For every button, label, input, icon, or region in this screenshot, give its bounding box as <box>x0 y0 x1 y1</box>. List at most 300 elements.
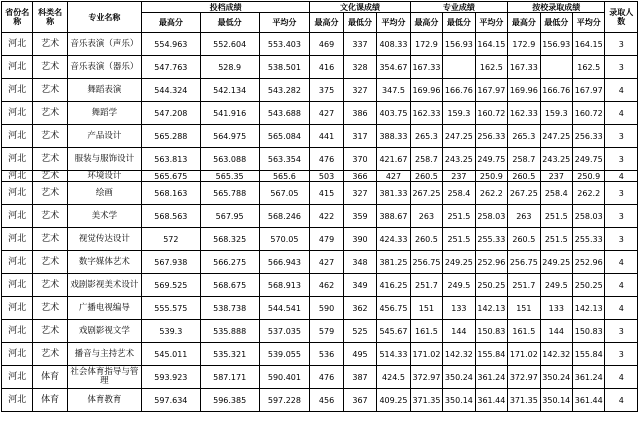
culture-highest-cell: 375 <box>310 79 343 102</box>
pro-highest-cell: 260.5 <box>410 228 442 251</box>
culture-lowest-cell: 362 <box>343 297 376 320</box>
major-cell: 环境设计 <box>67 171 141 182</box>
header-submit-lowest: 最低分 <box>200 13 259 33</box>
major-cell: 舞蹈表演 <box>67 79 141 102</box>
major-cell: 舞蹈学 <box>67 102 141 125</box>
submit-average-cell: 567.05 <box>259 182 310 205</box>
count-cell: 3 <box>605 56 638 79</box>
header-pro-lowest: 最低分 <box>443 13 475 33</box>
pro-lowest-cell: 247.25 <box>443 125 475 148</box>
count-cell: 3 <box>605 343 638 366</box>
admission-score-table <box>1 1 638 412</box>
major-cell: 戏剧影视美术设计 <box>67 274 141 297</box>
culture-lowest-cell: 386 <box>343 102 376 125</box>
admit-average-cell: 167.97 <box>573 79 605 102</box>
major-cell: 广播电视编导 <box>67 297 141 320</box>
major-cell: 戏剧影视文学 <box>67 320 141 343</box>
header-culture-average: 平均分 <box>377 13 410 33</box>
admit-highest-cell: 371.35 <box>508 389 540 412</box>
submit-lowest-cell: 596.385 <box>200 389 259 412</box>
admit-average-cell: 164.15 <box>573 33 605 56</box>
admit-lowest-cell: 144 <box>540 320 572 343</box>
table-row <box>2 297 638 320</box>
category-cell: 艺术 <box>33 320 67 343</box>
submit-average-cell: 566.943 <box>259 251 310 274</box>
admit-average-cell: 250.9 <box>573 171 605 182</box>
pro-average-cell: 142.13 <box>475 297 507 320</box>
culture-lowest-cell: 495 <box>343 343 376 366</box>
admit-average-cell: 252.96 <box>573 251 605 274</box>
pro-average-cell: 164.15 <box>475 33 507 56</box>
submit-highest-cell: 572 <box>141 228 200 251</box>
culture-highest-cell: 422 <box>310 205 343 228</box>
pro-average-cell: 262.2 <box>475 182 507 205</box>
pro-average-cell: 160.72 <box>475 102 507 125</box>
province-cell: 河北 <box>2 125 33 148</box>
pro-highest-cell: 171.02 <box>410 343 442 366</box>
province-cell: 河北 <box>2 148 33 171</box>
pro-highest-cell: 256.75 <box>410 251 442 274</box>
pro-highest-cell: 263 <box>410 205 442 228</box>
pro-highest-cell: 260.5 <box>410 171 442 182</box>
admit-lowest-cell: 258.4 <box>540 182 572 205</box>
submit-average-cell: 565.6 <box>259 171 310 182</box>
culture-lowest-cell: 328 <box>343 56 376 79</box>
submit-highest-cell: 593.923 <box>141 366 200 389</box>
province-cell: 河北 <box>2 171 33 182</box>
culture-highest-cell: 579 <box>310 320 343 343</box>
pro-lowest-cell: 249.25 <box>443 251 475 274</box>
admit-highest-cell: 265.3 <box>508 125 540 148</box>
submit-highest-cell: 545.011 <box>141 343 200 366</box>
pro-average-cell: 250.9 <box>475 171 507 182</box>
table-row <box>2 320 638 343</box>
admit-lowest-cell: 133 <box>540 297 572 320</box>
admit-lowest-cell <box>540 56 572 79</box>
submit-average-cell: 544.541 <box>259 297 310 320</box>
table-row <box>2 33 638 56</box>
culture-highest-cell: 427 <box>310 102 343 125</box>
header-pro-average: 平均分 <box>475 13 507 33</box>
submit-lowest-cell: 552.604 <box>200 33 259 56</box>
count-cell: 4 <box>605 79 638 102</box>
category-cell: 艺术 <box>33 182 67 205</box>
culture-average-cell: 388.67 <box>377 205 410 228</box>
submit-lowest-cell: 565.35 <box>200 171 259 182</box>
header-pro-highest: 最高分 <box>410 13 442 33</box>
province-cell: 河北 <box>2 274 33 297</box>
pro-lowest-cell: 258.4 <box>443 182 475 205</box>
admit-average-cell: 255.33 <box>573 228 605 251</box>
culture-average-cell: 421.67 <box>377 148 410 171</box>
submit-highest-cell: 565.675 <box>141 171 200 182</box>
pro-highest-cell: 167.33 <box>410 56 442 79</box>
culture-average-cell: 416.25 <box>377 274 410 297</box>
header-admit-average: 平均分 <box>573 13 605 33</box>
pro-lowest-cell: 251.5 <box>443 205 475 228</box>
header-major: 专业名称 <box>67 2 141 33</box>
pro-lowest-cell <box>443 56 475 79</box>
pro-highest-cell: 372.97 <box>410 366 442 389</box>
table-row <box>2 56 638 79</box>
submit-lowest-cell: 565.788 <box>200 182 259 205</box>
submit-average-cell: 543.282 <box>259 79 310 102</box>
header-admit-highest: 最高分 <box>508 13 540 33</box>
culture-lowest-cell: 387 <box>343 366 376 389</box>
submit-highest-cell: 555.575 <box>141 297 200 320</box>
culture-lowest-cell: 367 <box>343 389 376 412</box>
submit-lowest-cell: 568.675 <box>200 274 259 297</box>
culture-average-cell: 381.25 <box>377 251 410 274</box>
admit-highest-cell: 169.96 <box>508 79 540 102</box>
category-cell: 艺术 <box>33 228 67 251</box>
count-cell: 3 <box>605 205 638 228</box>
category-cell: 艺术 <box>33 251 67 274</box>
count-cell: 3 <box>605 125 638 148</box>
count-cell: 4 <box>605 366 638 389</box>
pro-highest-cell: 371.35 <box>410 389 442 412</box>
pro-average-cell: 258.03 <box>475 205 507 228</box>
submit-highest-cell: 568.163 <box>141 182 200 205</box>
province-cell: 河北 <box>2 343 33 366</box>
culture-lowest-cell: 317 <box>343 125 376 148</box>
submit-lowest-cell: 566.275 <box>200 251 259 274</box>
culture-lowest-cell: 327 <box>343 182 376 205</box>
major-cell: 美术学 <box>67 205 141 228</box>
submit-lowest-cell: 564.975 <box>200 125 259 148</box>
culture-average-cell: 408.33 <box>377 33 410 56</box>
province-cell: 河北 <box>2 366 33 389</box>
culture-highest-cell: 476 <box>310 366 343 389</box>
submit-highest-cell: 563.813 <box>141 148 200 171</box>
admit-average-cell: 162.5 <box>573 56 605 79</box>
header-submit-group: 投档成绩 <box>141 2 309 13</box>
pro-average-cell: 249.75 <box>475 148 507 171</box>
culture-lowest-cell: 366 <box>343 171 376 182</box>
count-cell: 3 <box>605 182 638 205</box>
admit-lowest-cell: 350.24 <box>540 366 572 389</box>
pro-average-cell: 250.25 <box>475 274 507 297</box>
admit-lowest-cell: 156.93 <box>540 33 572 56</box>
province-cell: 河北 <box>2 56 33 79</box>
culture-highest-cell: 416 <box>310 56 343 79</box>
header-culture-lowest: 最低分 <box>343 13 376 33</box>
submit-lowest-cell: 538.738 <box>200 297 259 320</box>
province-cell: 河北 <box>2 297 33 320</box>
header-province: 省份名称 <box>2 2 33 33</box>
submit-average-cell: 590.401 <box>259 366 310 389</box>
admit-average-cell: 150.83 <box>573 320 605 343</box>
pro-average-cell: 150.83 <box>475 320 507 343</box>
header-submit-highest: 最高分 <box>141 13 200 33</box>
submit-highest-cell: 539.3 <box>141 320 200 343</box>
culture-lowest-cell: 359 <box>343 205 376 228</box>
culture-average-cell: 424.5 <box>377 366 410 389</box>
pro-highest-cell: 162.33 <box>410 102 442 125</box>
admit-average-cell: 160.72 <box>573 102 605 125</box>
header-admit-lowest: 最低分 <box>540 13 572 33</box>
admit-average-cell: 258.03 <box>573 205 605 228</box>
header-admit-group: 按校录取成绩 <box>508 2 605 13</box>
header-culture-group: 文化课成绩 <box>310 2 410 13</box>
culture-average-cell: 347.5 <box>377 79 410 102</box>
admit-lowest-cell: 249.5 <box>540 274 572 297</box>
culture-highest-cell: 469 <box>310 33 343 56</box>
submit-average-cell: 553.403 <box>259 33 310 56</box>
admit-lowest-cell: 249.25 <box>540 251 572 274</box>
major-cell: 服装与服饰设计 <box>67 148 141 171</box>
table-row <box>2 182 638 205</box>
major-cell: 数字媒体艺术 <box>67 251 141 274</box>
major-cell: 绘画 <box>67 182 141 205</box>
submit-average-cell: 563.354 <box>259 148 310 171</box>
table-row <box>2 125 638 148</box>
submit-lowest-cell: 563.088 <box>200 148 259 171</box>
province-cell: 河北 <box>2 182 33 205</box>
table-row <box>2 274 638 297</box>
pro-highest-cell: 258.7 <box>410 148 442 171</box>
province-cell: 河北 <box>2 228 33 251</box>
header-count: 录取人数 <box>605 2 638 33</box>
submit-lowest-cell: 568.325 <box>200 228 259 251</box>
admit-lowest-cell: 166.76 <box>540 79 572 102</box>
pro-highest-cell: 267.25 <box>410 182 442 205</box>
pro-highest-cell: 172.9 <box>410 33 442 56</box>
pro-average-cell: 162.5 <box>475 56 507 79</box>
admit-highest-cell: 251.7 <box>508 274 540 297</box>
pro-average-cell: 252.96 <box>475 251 507 274</box>
culture-highest-cell: 456 <box>310 389 343 412</box>
category-cell: 艺术 <box>33 33 67 56</box>
culture-highest-cell: 590 <box>310 297 343 320</box>
count-cell: 3 <box>605 148 638 171</box>
admit-lowest-cell: 251.5 <box>540 228 572 251</box>
admit-highest-cell: 171.02 <box>508 343 540 366</box>
admit-lowest-cell: 159.3 <box>540 102 572 125</box>
submit-lowest-cell: 587.171 <box>200 366 259 389</box>
admit-highest-cell: 267.25 <box>508 182 540 205</box>
pro-lowest-cell: 159.3 <box>443 102 475 125</box>
pro-highest-cell: 151 <box>410 297 442 320</box>
category-cell: 艺术 <box>33 205 67 228</box>
submit-lowest-cell: 535.321 <box>200 343 259 366</box>
admit-lowest-cell: 237 <box>540 171 572 182</box>
submit-average-cell: 539.055 <box>259 343 310 366</box>
submit-highest-cell: 597.634 <box>141 389 200 412</box>
culture-lowest-cell: 348 <box>343 251 376 274</box>
pro-average-cell: 167.97 <box>475 79 507 102</box>
culture-average-cell: 354.67 <box>377 56 410 79</box>
submit-average-cell: 537.035 <box>259 320 310 343</box>
count-cell: 4 <box>605 102 638 125</box>
admit-lowest-cell: 247.25 <box>540 125 572 148</box>
admit-highest-cell: 167.33 <box>508 56 540 79</box>
admission-score-table-container <box>1 1 638 425</box>
submit-average-cell: 597.228 <box>259 389 310 412</box>
count-cell: 3 <box>605 228 638 251</box>
admit-highest-cell: 372.97 <box>508 366 540 389</box>
admit-lowest-cell: 350.14 <box>540 389 572 412</box>
count-cell: 4 <box>605 171 638 182</box>
count-cell: 4 <box>605 251 638 274</box>
submit-lowest-cell: 567.95 <box>200 205 259 228</box>
admit-highest-cell: 161.5 <box>508 320 540 343</box>
pro-lowest-cell: 156.93 <box>443 33 475 56</box>
submit-highest-cell: 565.288 <box>141 125 200 148</box>
submit-average-cell: 568.913 <box>259 274 310 297</box>
table-row <box>2 205 638 228</box>
admit-highest-cell: 260.5 <box>508 171 540 182</box>
header-category: 科类名称 <box>33 2 67 33</box>
table-row <box>2 102 638 125</box>
culture-highest-cell: 503 <box>310 171 343 182</box>
province-cell: 河北 <box>2 79 33 102</box>
admit-average-cell: 250.25 <box>573 274 605 297</box>
category-cell: 体育 <box>33 366 67 389</box>
pro-lowest-cell: 350.14 <box>443 389 475 412</box>
pro-lowest-cell: 144 <box>443 320 475 343</box>
major-cell: 播音与主持艺术 <box>67 343 141 366</box>
pro-lowest-cell: 166.76 <box>443 79 475 102</box>
pro-average-cell: 361.44 <box>475 389 507 412</box>
header-submit-average: 平均分 <box>259 13 310 33</box>
category-cell: 艺术 <box>33 274 67 297</box>
culture-lowest-cell: 349 <box>343 274 376 297</box>
category-cell: 艺术 <box>33 79 67 102</box>
admit-average-cell: 256.33 <box>573 125 605 148</box>
pro-lowest-cell: 251.5 <box>443 228 475 251</box>
category-cell: 体育 <box>33 389 67 412</box>
pro-highest-cell: 169.96 <box>410 79 442 102</box>
table-row <box>2 171 638 182</box>
admit-highest-cell: 256.75 <box>508 251 540 274</box>
submit-average-cell: 570.05 <box>259 228 310 251</box>
admit-highest-cell: 260.5 <box>508 228 540 251</box>
major-cell: 体育教育 <box>67 389 141 412</box>
culture-average-cell: 424.33 <box>377 228 410 251</box>
submit-average-cell: 538.501 <box>259 56 310 79</box>
pro-lowest-cell: 249.5 <box>443 274 475 297</box>
culture-lowest-cell: 390 <box>343 228 376 251</box>
pro-lowest-cell: 133 <box>443 297 475 320</box>
admit-average-cell: 361.24 <box>573 366 605 389</box>
admit-highest-cell: 263 <box>508 205 540 228</box>
culture-lowest-cell: 327 <box>343 79 376 102</box>
submit-lowest-cell: 535.888 <box>200 320 259 343</box>
table-row <box>2 148 638 171</box>
header-pro-group: 专业成绩 <box>410 2 507 13</box>
culture-highest-cell: 441 <box>310 125 343 148</box>
submit-highest-cell: 568.563 <box>141 205 200 228</box>
admit-average-cell: 142.13 <box>573 297 605 320</box>
submit-highest-cell: 567.938 <box>141 251 200 274</box>
admit-average-cell: 262.2 <box>573 182 605 205</box>
table-row <box>2 79 638 102</box>
admit-lowest-cell: 142.32 <box>540 343 572 366</box>
submit-highest-cell: 554.963 <box>141 33 200 56</box>
category-cell: 艺术 <box>33 102 67 125</box>
province-cell: 河北 <box>2 33 33 56</box>
submit-average-cell: 568.246 <box>259 205 310 228</box>
table-row <box>2 251 638 274</box>
table-row <box>2 366 638 389</box>
pro-average-cell: 255.33 <box>475 228 507 251</box>
submit-highest-cell: 547.208 <box>141 102 200 125</box>
province-cell: 河北 <box>2 205 33 228</box>
pro-lowest-cell: 243.25 <box>443 148 475 171</box>
major-cell: 音乐表演（声乐） <box>67 33 141 56</box>
culture-average-cell: 514.33 <box>377 343 410 366</box>
admit-lowest-cell: 251.5 <box>540 205 572 228</box>
admit-lowest-cell: 243.25 <box>540 148 572 171</box>
submit-lowest-cell: 528.9 <box>200 56 259 79</box>
table-row <box>2 389 638 412</box>
table-body <box>2 33 638 412</box>
submit-highest-cell: 569.525 <box>141 274 200 297</box>
count-cell: 4 <box>605 389 638 412</box>
count-cell: 3 <box>605 33 638 56</box>
pro-lowest-cell: 142.32 <box>443 343 475 366</box>
culture-average-cell: 409.25 <box>377 389 410 412</box>
major-cell: 视觉传达设计 <box>67 228 141 251</box>
pro-lowest-cell: 350.24 <box>443 366 475 389</box>
pro-highest-cell: 251.7 <box>410 274 442 297</box>
submit-lowest-cell: 541.916 <box>200 102 259 125</box>
count-cell: 3 <box>605 320 638 343</box>
submit-average-cell: 565.084 <box>259 125 310 148</box>
province-cell: 河北 <box>2 320 33 343</box>
major-cell: 社会体育指导与管理 <box>67 366 141 389</box>
province-cell: 河北 <box>2 389 33 412</box>
culture-highest-cell: 462 <box>310 274 343 297</box>
admit-highest-cell: 162.33 <box>508 102 540 125</box>
category-cell: 艺术 <box>33 56 67 79</box>
culture-average-cell: 381.33 <box>377 182 410 205</box>
culture-average-cell: 388.33 <box>377 125 410 148</box>
culture-average-cell: 427 <box>377 171 410 182</box>
pro-highest-cell: 265.3 <box>410 125 442 148</box>
admit-average-cell: 155.84 <box>573 343 605 366</box>
culture-lowest-cell: 370 <box>343 148 376 171</box>
admit-average-cell: 361.44 <box>573 389 605 412</box>
culture-highest-cell: 479 <box>310 228 343 251</box>
pro-average-cell: 256.33 <box>475 125 507 148</box>
pro-highest-cell: 161.5 <box>410 320 442 343</box>
header-culture-highest: 最高分 <box>310 13 343 33</box>
submit-highest-cell: 544.324 <box>141 79 200 102</box>
culture-lowest-cell: 525 <box>343 320 376 343</box>
culture-lowest-cell: 337 <box>343 33 376 56</box>
culture-highest-cell: 536 <box>310 343 343 366</box>
culture-highest-cell: 427 <box>310 251 343 274</box>
culture-highest-cell: 415 <box>310 182 343 205</box>
category-cell: 艺术 <box>33 297 67 320</box>
count-cell: 4 <box>605 297 638 320</box>
table-row <box>2 343 638 366</box>
table-row <box>2 228 638 251</box>
major-cell: 产品设计 <box>67 125 141 148</box>
admit-average-cell: 249.75 <box>573 148 605 171</box>
category-cell: 艺术 <box>33 125 67 148</box>
pro-average-cell: 155.84 <box>475 343 507 366</box>
province-cell: 河北 <box>2 251 33 274</box>
province-cell: 河北 <box>2 102 33 125</box>
submit-average-cell: 543.688 <box>259 102 310 125</box>
admit-highest-cell: 258.7 <box>508 148 540 171</box>
category-cell: 艺术 <box>33 148 67 171</box>
culture-average-cell: 403.75 <box>377 102 410 125</box>
admit-highest-cell: 151 <box>508 297 540 320</box>
